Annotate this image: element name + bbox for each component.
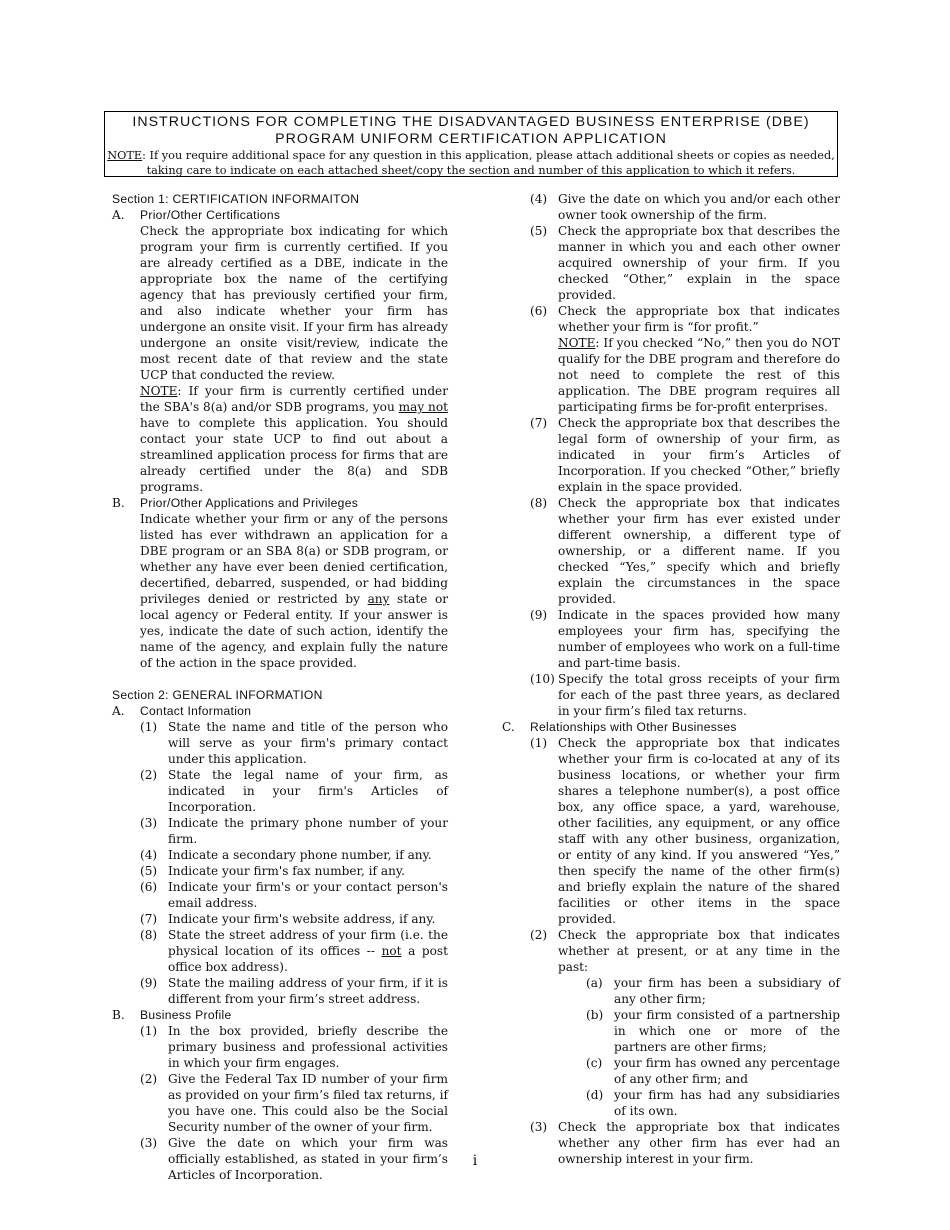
subsection-title: Prior/Other Applications and Privileges xyxy=(140,496,359,510)
right-column xyxy=(502,191,840,1167)
note-label: NOTE xyxy=(558,336,596,350)
item-text: Give the date on which you and/or each other owner took ownership of the firm. xyxy=(558,192,840,222)
note-label: NOTE xyxy=(107,149,143,162)
item-number: (8) xyxy=(140,928,158,942)
item-text-part: a post office box address). xyxy=(168,944,448,974)
item-number: (5) xyxy=(530,224,548,238)
item-text-part: State the street address of your firm (i.e. the physical location of its offices -- xyxy=(168,928,448,958)
item-number: (7) xyxy=(140,912,158,926)
item-text: Check the appropriate box that indicates whether at present, or at any time in the past: xyxy=(558,928,840,974)
list-item xyxy=(112,863,448,879)
item-number: (9) xyxy=(140,976,158,990)
item-text: State the mailing address of your firm, if it is different from your firm’s street address. xyxy=(168,976,448,1006)
subsection-title: Prior/Other Certifications xyxy=(140,208,281,222)
item-number: (c) xyxy=(586,1056,603,1070)
section1-b-text xyxy=(112,511,448,671)
list-item xyxy=(112,815,448,847)
item-text-part: Check the appropriate box that indicates whether your firm is “for profit.” xyxy=(558,304,840,334)
contact-info-list xyxy=(112,719,448,927)
item-text xyxy=(168,927,448,975)
list-item xyxy=(502,303,840,415)
item-text: Give the Federal Tax ID number of your firm as provided on your firm’s filed tax returns, if you have one. This could also be the Social Security number of the owner of your firm. xyxy=(168,1072,448,1134)
item-text: Indicate in the spaces provided how many employees your firm has, specifying the number of employees who work on a full-time and part-time basis. xyxy=(558,608,840,670)
item-text: State the name and title of the person who will serve as your firm's primary contact under this application. xyxy=(168,720,448,766)
item-text: your firm has owned any percentage of any other firm; and xyxy=(614,1056,840,1086)
section2-heading: Section 2: GENERAL INFORMATION xyxy=(112,688,323,702)
note-label: NOTE xyxy=(140,384,178,398)
list-item xyxy=(502,671,840,719)
item-text xyxy=(558,303,840,415)
note-text: have to complete this application. You should contact your state UCP to find out about a streamlined application process for firms that are already certified under the 8(a) and SDB programs. xyxy=(140,416,448,494)
list-item xyxy=(112,1071,448,1135)
business-profile-list-cont xyxy=(502,191,840,303)
item-number: (9) xyxy=(530,608,548,622)
subsection-title: Contact Information xyxy=(140,704,252,718)
subsection-letter: B. xyxy=(112,496,125,510)
section1-subsection-b xyxy=(112,495,448,511)
list-item xyxy=(502,191,840,223)
item-text: your firm has been a subsidiary of any other firm; xyxy=(614,976,840,1006)
item-number: (7) xyxy=(530,416,548,430)
item-text: Specify the total gross receipts of your firm for each of the past three years, as declared in your firm’s filed tax returns. xyxy=(558,672,840,718)
list-item xyxy=(502,735,840,927)
header-title-line1: INSTRUCTIONS FOR COMPLETING THE DISADVANTAGED BUSINESS ENTERPRISE (DBE) xyxy=(132,114,810,130)
item-text: Indicate your firm's or your contact person's email address. xyxy=(168,880,448,910)
item-text: State the legal name of your firm, as indicated in your firm's Articles of Incorporation. xyxy=(168,768,448,814)
item-number: (3) xyxy=(140,1136,158,1150)
list-item xyxy=(112,719,448,767)
note-text-1: : If you require additional space for any question in this application, please attach additional sheets or copies as needed, xyxy=(142,149,835,162)
item-number: (10) xyxy=(530,672,555,686)
subsection-letter: C. xyxy=(502,720,515,734)
page-number: i xyxy=(472,1153,478,1169)
list-item xyxy=(502,607,840,671)
list-item xyxy=(502,975,840,1007)
item-number: (3) xyxy=(140,816,158,830)
list-item xyxy=(502,1007,840,1055)
item-text: In the box provided, briefly describe the primary business and professional activities in which your firm engages. xyxy=(168,1024,448,1070)
note-text: : If you checked “No,” then you do NOT qualify for the DBE program and therefore do not need to complete the rest of this application. The DBE program requires all participating firms be for-profit enterprises. xyxy=(558,336,840,414)
item-number: (1) xyxy=(140,1024,158,1038)
item-number: (1) xyxy=(530,736,548,750)
item-number: (2) xyxy=(140,768,158,782)
header-title-line2: PROGRAM UNIFORM CERTIFICATION APPLICATION xyxy=(275,131,667,147)
item-number: (b) xyxy=(586,1008,604,1022)
list-item xyxy=(502,495,840,607)
item-number: (2) xyxy=(530,928,548,942)
item-text: Indicate your firm's website address, if any. xyxy=(168,912,436,926)
subsection-letter: A. xyxy=(112,208,125,222)
item-number: (d) xyxy=(586,1088,604,1102)
instructions-header-box xyxy=(104,111,838,177)
list-item xyxy=(112,927,448,975)
item-text: your firm has had any subsidiaries of its own. xyxy=(614,1088,840,1118)
section2-subsection-a xyxy=(112,703,448,719)
list-item xyxy=(112,911,448,927)
item-text: Check the appropriate box that describes the manner in which you and each other owner acquired ownership of your firm. If you checked “Other,” explain in the space provided. xyxy=(558,224,840,302)
list-item xyxy=(112,767,448,815)
section1-heading: Section 1: CERTIFICATION INFORMAITON xyxy=(112,192,360,206)
section1-subsection-a xyxy=(112,207,448,223)
item-number: (8) xyxy=(530,496,548,510)
item-number: (1) xyxy=(140,720,158,734)
section1-a-note xyxy=(112,383,448,495)
item-text: Check the appropriate box that describes the legal form of ownership of your firm, as indicated in your firm’s Articles of Incorporation. If you checked “Other,” briefly explain in the space provided. xyxy=(558,416,840,494)
item-number: (6) xyxy=(530,304,548,318)
item-number: (2) xyxy=(140,1072,158,1086)
note-text: : If your firm is currently certified under the SBA's 8(a) and/or SDB programs, you xyxy=(140,384,448,414)
item-text: Give the date on which your firm was officially established, as stated in your firm’s Articles of Incorporation. xyxy=(168,1136,448,1182)
item-text: your firm consisted of a partnership in which one or more of the partners are other firms; xyxy=(614,1008,840,1054)
section2-subsection-c xyxy=(502,719,840,735)
item-number: (5) xyxy=(140,864,158,878)
para-text: Indicate whether your firm or any of the persons listed has ever withdrawn an application for a DBE program or an SBA 8(a) or SDB program, or whether any have ever been denied certification, decertified, debarred, suspended, or had bidding privileges denied or restricted by xyxy=(140,512,448,606)
list-item xyxy=(112,975,448,1007)
list-item xyxy=(502,1087,840,1119)
c2-sublist xyxy=(502,975,840,1119)
section1-a-text: Check the appropriate box indicating for which program your firm is currently certified. If you are already certified as a DBE, indicate in the appropriate box the name of the certifying agency that has previously certified your firm, and also indicate whether your firm has undergone an onsite visit. If your firm has already undergone an onsite visit/review, indicate the most recent date of that review and the state UCP that conducted the review. xyxy=(140,224,448,382)
list-item xyxy=(502,1055,840,1087)
list-item xyxy=(502,223,840,303)
item-number: (6) xyxy=(140,880,158,894)
list-item xyxy=(502,415,840,495)
item-text: Check the appropriate box that indicates whether your firm is co-located at any of its business locations, or whether your firm shares a telephone number(s), a post office box, any office space, a yard, warehouse, other facilities, any equipment, or any office staff with any other business, organization, or entity of any kind. If you answered “Yes,” then specify the name of the other firm(s) and briefly explain the nature of the shared facilities or other items in the space provided. xyxy=(558,736,840,926)
list-item xyxy=(112,879,448,911)
note-underlined: may not xyxy=(398,400,448,414)
item-text: Indicate a secondary phone number, if any. xyxy=(168,848,432,862)
item-text: Indicate your firm's fax number, if any. xyxy=(168,864,405,878)
section2-subsection-b xyxy=(112,1007,448,1023)
item-text: Check the appropriate box that indicates whether any other firm has ever had an ownership interest in your firm. xyxy=(558,1120,840,1166)
subsection-letter: A. xyxy=(112,704,125,718)
item-number: (a) xyxy=(586,976,603,990)
item-text: Check the appropriate box that indicates whether your firm has ever existed under different ownership, a different type of ownership, or a different name. If you checked “Yes,” specify which and briefly explain the circumstances in the space provided. xyxy=(558,496,840,606)
item-number: (4) xyxy=(140,848,158,862)
business-profile-list-cont2 xyxy=(502,415,840,719)
para-underlined: any xyxy=(367,592,390,606)
subsection-title: Relationships with Other Businesses xyxy=(530,720,737,734)
item-text: Indicate the primary phone number of your firm. xyxy=(168,816,448,846)
item-underlined: not xyxy=(381,944,402,958)
item-number: (3) xyxy=(530,1120,548,1134)
list-item xyxy=(502,927,840,975)
para-text: state or local agency or Federal entity. If your answer is yes, indicate the date of such action, identify the name of the agency, and explain fully the nature of the action in the space provided. xyxy=(140,592,449,670)
item-number: (4) xyxy=(530,192,548,206)
subsection-title: Business Profile xyxy=(140,1008,232,1022)
header-note-line2: taking care to indicate on each attached sheet/copy the section and number of this application to which it refers. xyxy=(146,164,796,177)
list-item xyxy=(112,847,448,863)
list-item xyxy=(112,1023,448,1071)
left-column xyxy=(112,191,448,1183)
header-note-line1 xyxy=(105,148,837,163)
subsection-letter: B. xyxy=(112,1008,125,1022)
